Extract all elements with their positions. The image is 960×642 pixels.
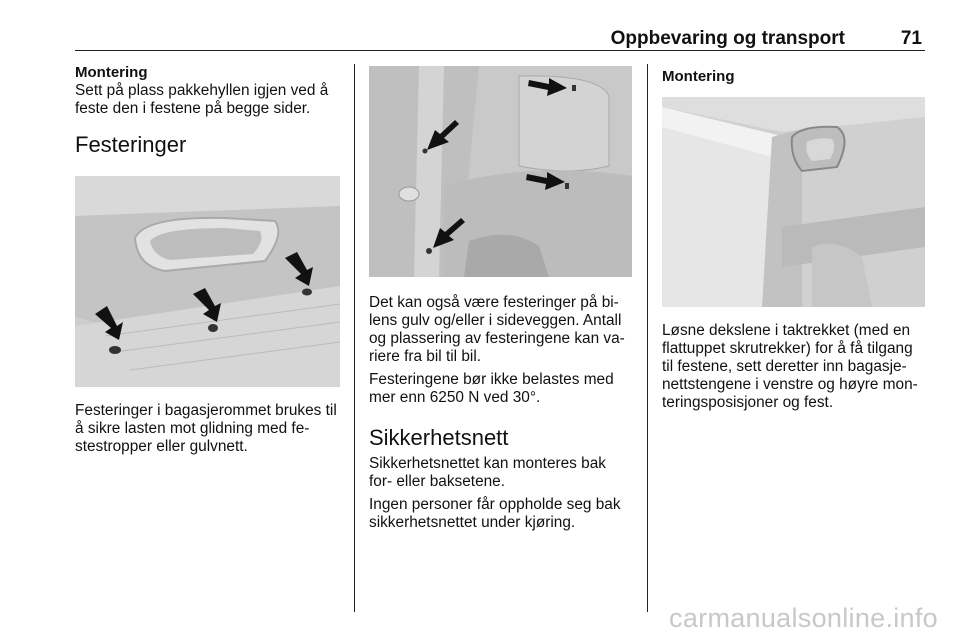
paragraph-festeringer-extra: Det kan også være festeringer på bi-lens gulv og/eller i sideveggen. Antall og plassering av festeringene kan va-riere fra bil til bil.	[369, 294, 625, 365]
column-1-lower	[75, 402, 341, 456]
paragraph-montering-nett: Løsne dekslene i taktrekket (med en flattuppet skrutrekker) for å få tilgang til festene, sett deretter inn bagasje-nettstengene i venstre og høyre mon-teringsposisjoner og fest.	[662, 322, 918, 411]
column-1	[75, 64, 341, 158]
roof-rail-illustration	[662, 97, 925, 307]
column-3	[662, 68, 927, 86]
column-divider	[354, 64, 355, 612]
page-header	[75, 26, 925, 51]
figure-side-wall	[369, 66, 632, 277]
heading-festeringer: Festeringer	[75, 132, 187, 157]
subheading-montering: Montering	[75, 64, 148, 81]
heading-sikkerhetsnett: Sikkerhetsnett	[369, 425, 509, 450]
paragraph-montering: Sett på plass pakkehyllen igjen ved å feste den i festene på begge sider.	[75, 82, 329, 117]
side-wall-illustration	[369, 66, 632, 277]
column-divider	[647, 64, 648, 612]
subheading-montering-nett: Montering	[662, 68, 735, 85]
paragraph-belastning: Festeringene bør ikke belastes med mer enn 6250 N ved 30°.	[369, 371, 614, 406]
running-title: Oppbevaring og transport	[610, 28, 845, 49]
watermark-text: carmanualsonline.info	[669, 603, 938, 633]
paragraph-festeringer: Festeringer i bagasjerommet brukes til å sikre lasten mot glidning med fe-stestropper eller gulvnett.	[75, 402, 337, 455]
paragraph-sikkerhetsnett-montering: Sikkerhetsnettet kan monteres bak for- eller baksetene.	[369, 455, 606, 490]
paragraph-sikkerhetsnett-advarsel: Ingen personer får oppholde seg bak sikkerhetsnettet under kjøring.	[369, 496, 621, 531]
figure-cargo-floor	[75, 176, 340, 387]
cargo-floor-illustration	[75, 176, 340, 387]
figure-roof-rail	[662, 97, 925, 307]
column-2	[369, 294, 633, 532]
column-3-lower	[662, 322, 927, 412]
page-number: 71	[900, 28, 922, 49]
